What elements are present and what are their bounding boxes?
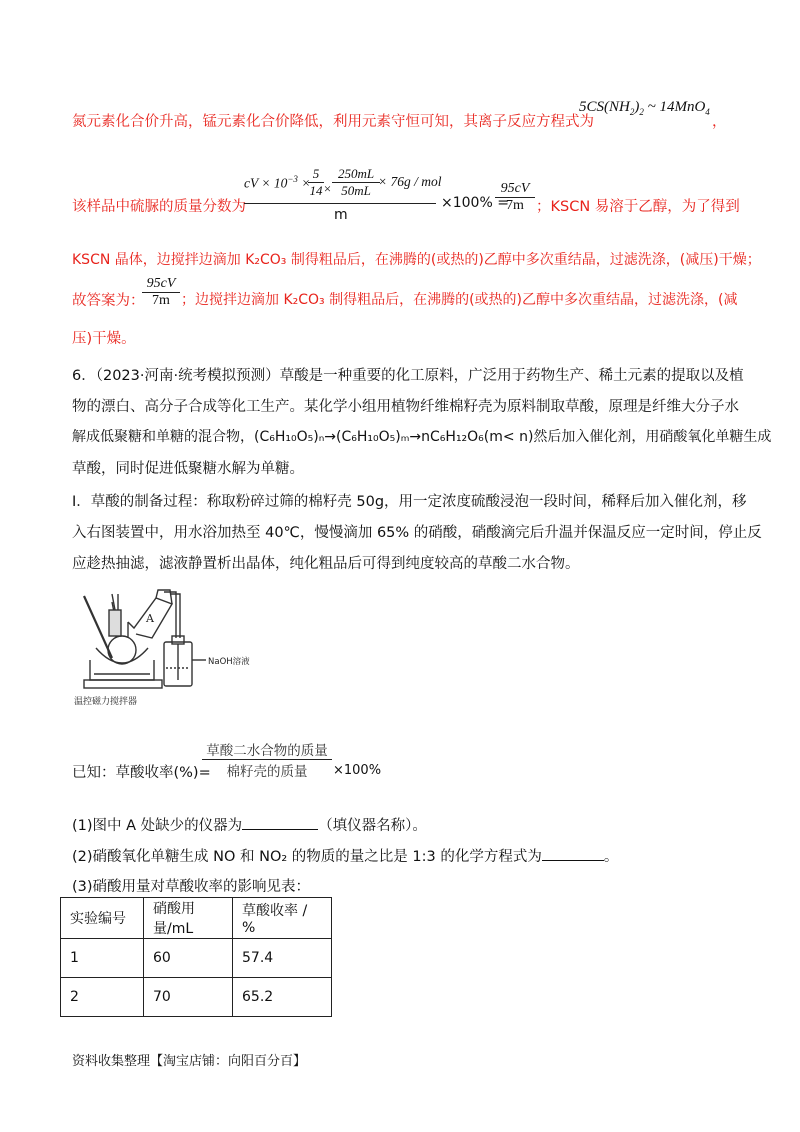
- table-row: [61, 978, 332, 1017]
- results-table: [60, 897, 332, 1017]
- label-naoh: NaOH溶液: [208, 657, 250, 667]
- table-header-row: [61, 898, 332, 939]
- question-para-4: 草酸，同时促进低聚糖水解为单糖。: [72, 461, 304, 477]
- apparatus-figure: [72, 588, 272, 710]
- table-cell: 2: [61, 978, 144, 1017]
- footer-text: 资料收集整理【淘宝店铺：向阳百分百】: [72, 1054, 307, 1069]
- fraction-250-50: $\frac{250mL}{50mL}$: [332, 166, 380, 199]
- label-stirrer: 温控磁力搅拌器: [74, 697, 138, 707]
- table-cell: 1: [61, 939, 144, 978]
- answer-line-3: KSCN 晶体，边搅拌边滴加 K₂CO₃ 制得粗品后，在沸腾的(或热的)乙醇中多次重结晶，过滤洗涤，(减压)干燥；: [72, 252, 761, 268]
- subquestion-1: (1)图中 A 处缺少的仪器为 （填仪器名称）。: [72, 818, 427, 834]
- times-sign: ×: [323, 181, 332, 196]
- question-para-6: 入右图装置中，用水浴加热至 40℃，慢慢滴加 65% 的硝酸，硝酸滴完后升温并保温反应一定时间，停止反: [72, 525, 762, 541]
- answer-line-5: 压)干燥。: [72, 331, 136, 347]
- table-cell: 65.2: [233, 978, 332, 1017]
- yield-denominator: 棉籽壳的质量: [202, 759, 332, 780]
- yield-fraction: [202, 739, 332, 780]
- question-para-3: 解成低聚糖和单糖的混合物，(C₆H₁₀O₅)ₙ→(C₆H₁₀O₅)ₘ→nC₆H₁₂O₆(m< n)然后加入催化剂，用硝酸氧化单糖生成: [72, 429, 772, 445]
- big-fraction-bar: [244, 203, 436, 204]
- known-pre: 已知：草酸收率(%)=: [72, 765, 211, 781]
- answer-blank-2[interactable]: [542, 847, 604, 861]
- big-fraction-denominator: m: [334, 207, 348, 223]
- molar-mass: × 76g / mol: [378, 174, 442, 189]
- question-para-5: I．草酸的制备过程：称取粉碎过筛的棉籽壳 50g，用一定浓度硫酸浸泡一段时间，稀释后加入催化剂，移: [72, 494, 747, 510]
- answer-fraction: $\frac{95cV}{7m}$: [142, 276, 180, 309]
- times-100: ×100% =: [441, 195, 509, 211]
- ion-equation: $5CS(NH_2)_2$ ~ 14MnO$_4$: [579, 99, 710, 117]
- table-row: [61, 939, 332, 978]
- label-a: A: [146, 612, 154, 625]
- table-header: 草酸收率 / %: [233, 898, 332, 939]
- known-post: ×100%: [333, 763, 382, 778]
- table-cell: 57.4: [233, 939, 332, 978]
- answer-line-2-pre: 该样品中硫脲的质量分数为: [72, 199, 246, 215]
- answer-line-4-post: ；边搅拌边滴加 K₂CO₃ 制得粗品后，在沸腾的(或热的)乙醇中多次重结晶，过滤洗涤，(减: [181, 292, 738, 308]
- answer-line-4-pre: 故答案为：: [72, 293, 145, 309]
- fraction-5-14: $\frac{5}{14}$: [309, 166, 323, 198]
- table-cell: 70: [144, 978, 233, 1017]
- table-cell: 60: [144, 939, 233, 978]
- answer-line-1: [72, 110, 594, 131]
- subquestion-2: (2)硝酸氧化单糖生成 NO 和 NO₂ 的物质的量之比是 1:3 的化学方程式为 。: [72, 849, 619, 865]
- answer-blank-1[interactable]: [242, 816, 318, 830]
- apparatus-drawing: [72, 588, 272, 710]
- table-header: 硝酸用量/mL: [144, 898, 233, 939]
- question-para-1: 6．（2023·河南·统考模拟预测）草酸是一种重要的化工原料，广泛用于药物生产、稀土元素的提取以及植: [72, 368, 744, 384]
- table-header: 实验编号: [61, 898, 144, 939]
- comma: ，: [712, 114, 727, 130]
- yield-numerator: 草酸二水合物的质量: [206, 743, 328, 759]
- result-fraction: $\frac{95cV}{7m}$: [495, 181, 535, 214]
- question-para-7: 应趁热抽滤，滤液静置析出晶体，纯化粗品后可得到纯度较高的草酸二水合物。: [72, 556, 580, 572]
- big-fraction-numerator: cV × $10^{-3}$ ×: [244, 174, 311, 191]
- answer-line-2-post: ；KSCN 易溶于乙醇，为了得到: [536, 199, 740, 215]
- subquestion-3: (3)硝酸用量对草酸收率的影响见表：: [72, 879, 311, 895]
- question-para-2: 物的漂白、高分子合成等化工生产。某化学小组用植物纤维棉籽壳为原料制取草酸，原理是纤维大分子水: [72, 399, 739, 415]
- answer-line-1-text: 氮元素化合价升高，锰元素化合价降低，利用元素守恒可知，其离子反应方程式为: [72, 114, 594, 130]
